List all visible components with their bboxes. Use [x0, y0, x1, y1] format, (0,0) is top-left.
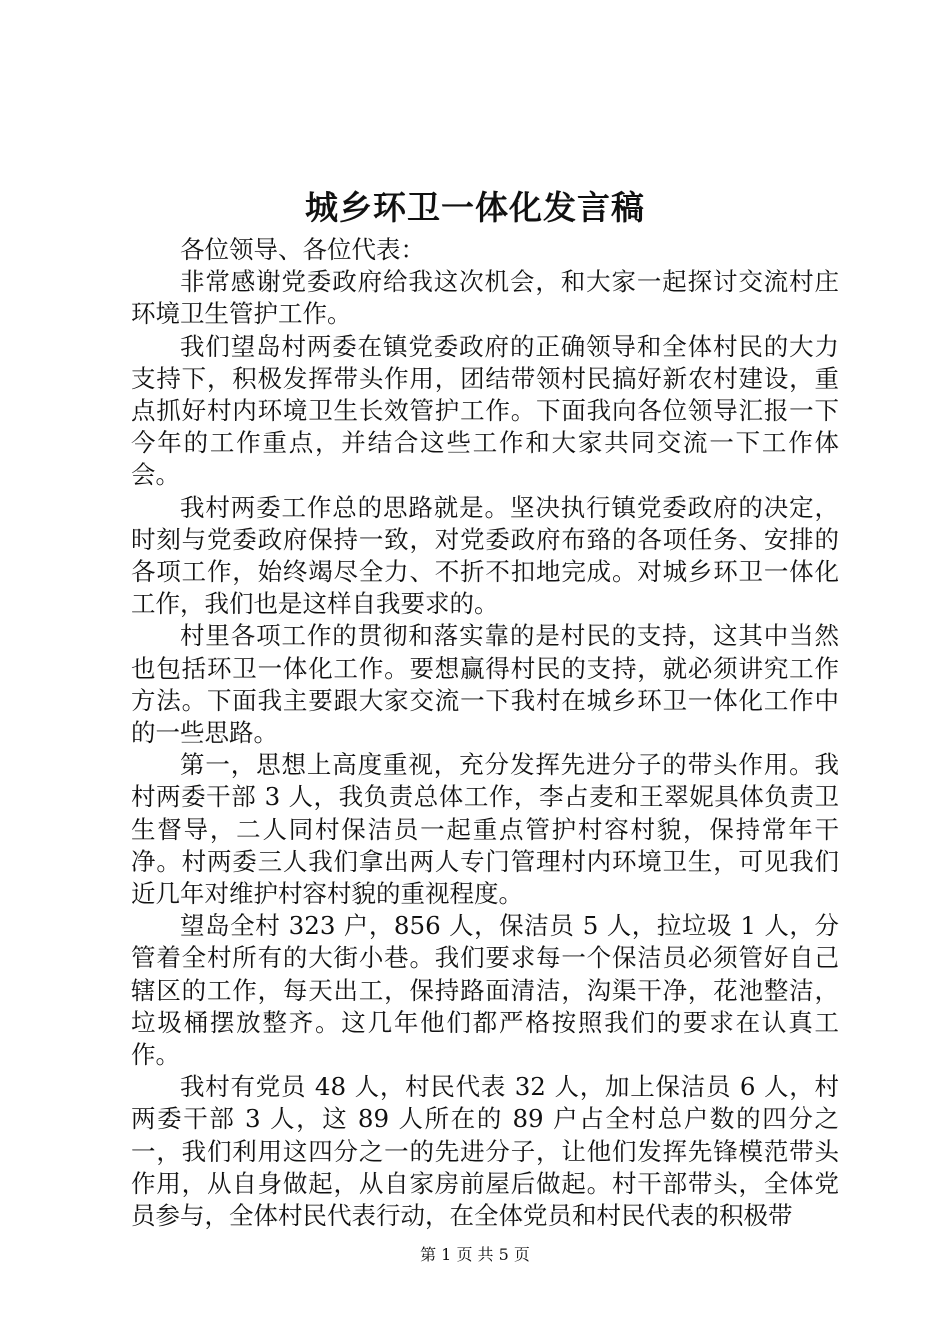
- paragraph-7: 我村有党员 48 人，村民代表 32 人，加上保洁员 6 人，村两委干部 3 人，这 89 人所在的 89 户占全村总户数的四分之一，我们利用这四分之一的先进分子，让他们发挥先锋模范带头作用，从自身做起，从自家房前屋后做起。村干部带头，全体党员参与，全体村民代表行动，在全体党员和村民代表的积极带: [131, 1072, 839, 1231]
- paragraph-4: 村里各项工作的贯彻和落实靠的是村民的支持，这其中当然也包括环卫一体化工作。要想赢得村民的支持，就必须讲究工作方法。下面我主要跟大家交流一下我村在城乡环卫一体化工作中的一些思路。: [131, 621, 839, 748]
- document-body: [131, 234, 839, 1232]
- paragraph-6: 望岛全村 323 户，856 人，保洁员 5 人，拉垃圾 1 人，分管着全村所有的大街小巷。我们要求每一个保洁员必须管好自己辖区的工作，每天出工，保持路面清洁，沟渠干净，花池整洁，垃圾桶摆放整齐。这几年他们都严格按照我们的要求在认真工作。: [131, 911, 839, 1070]
- paragraph-1: 非常感谢党委政府给我这次机会，和大家一起探讨交流村庄环境卫生管护工作。: [131, 267, 839, 329]
- paragraph-greeting: 各位领导、各位代表：: [180, 235, 425, 264]
- page-title: 城乡环卫一体化发言稿: [305, 188, 645, 227]
- paragraph-2: 我们望岛村两委在镇党委政府的正确领导和全体村民的大力支持下，积极发挥带头作用，团结带领村民搞好新农村建设，重点抓好村内环境卫生长效管护工作。下面我向各位领导汇报一下今年的工作重点，并结合这些工作和大家共同交流一下工作体会。: [131, 331, 839, 490]
- paragraph-3: 我村两委工作总的思路就是。坚决执行镇党委政府的决定，时刻与党委政府保持一致，对党委政府布臵的各项任务、安排的各项工作，始终竭尽全力、不折不扣地完成。对城乡环卫一体化工作，我们也是这样自我要求的。: [131, 492, 839, 619]
- page-number-footer: 第 1 页 共 5 页: [420, 1245, 530, 1264]
- paragraph-5: 第一，思想上高度重视，充分发挥先进分子的带头作用。我村两委干部 3 人，我负责总体工作，李占麦和王翠妮具体负责卫生督导，二人同村保洁员一起重点管护村容村貌，保持常年干净。村两委三人我们拿出两人专门管理村内环境卫生，可见我们近几年对维护村容村貌的重视程度。: [131, 750, 839, 909]
